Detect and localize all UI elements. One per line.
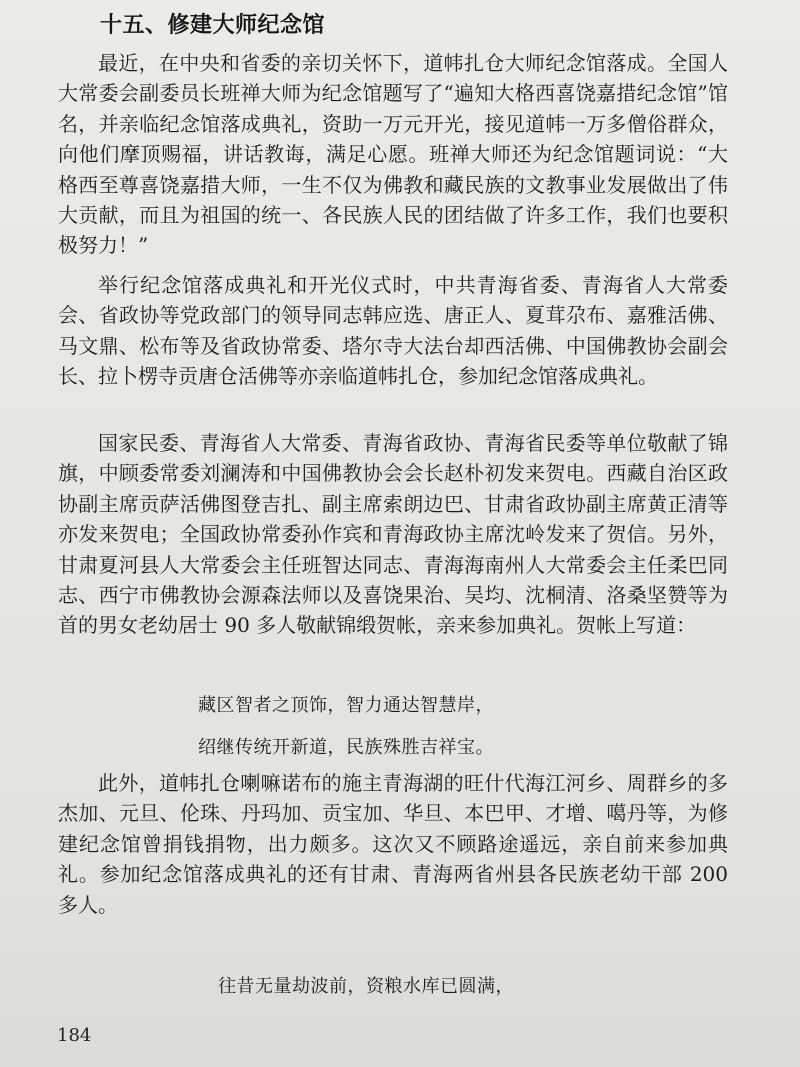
paragraph-ceremony-attendees: 举行纪念馆落成典礼和开光仪式时，中共青海省委、青海省人大常委会、省政协等党政部门的领导同志韩应选、唐正人、夏茸尕布、嘉雅活佛、马文鼎、松布等及省政协常委、塔尔寺大法台却西活佛、中国佛教协会副会长、拉卜楞寺贡唐仓活佛等亦亲临道帏扎仓，参加纪念馆落成典礼。: [58, 273, 728, 389]
paragraph-memorial-completion: 最近，在中央和省委的亲切关怀下，道帏扎仓大师纪念馆落成。全国人大常委会副委员长班禅大师为纪念馆题写了“遍知大格西喜饶嘉措纪念馆”馆名，并亲临纪念馆落成典礼，资助一万元开光，接见道帏一万多僧俗群众，向他们摩顶赐福，讲话教诲，满足心愿。班禅大师还为纪念馆题词说：“大格西至尊喜饶嘉措大师，一生不仅为佛教和藏民族的文教事业发展做出了伟大贡献，而且为祖国的统一、各民族人民的团结做了许多工作，我们也要积极努力！”: [58, 51, 728, 258]
paragraph-congratulations: 国家民委、青海省人大常委、青海省政协、青海省民委等单位敬献了锦旗，中顾委常委刘澜涛和中国佛教协会会长赵朴初发来贺电。西藏自治区政协副主席贡萨活佛图登吉扎、副主席索朗边巴、甘肃省政协副主席黄正清等亦发来贺电；全国政协常委孙作宾和青海政协主席沈岭发来了贺信。另外，甘肃夏河县人大常委会主任班智达同志、青海海南州人大常委会主任柔巴同志、西宁市佛教协会源森法师以及喜饶果治、吴均、沈桐清、洛桑坚赞等为首的男女老幼居士 90 多人敬献锦缎贺帐，亲来参加典礼。贺帐上写道：: [58, 431, 728, 638]
verse-line-3: 往昔无量劫波前，资粮水库已圆满，: [218, 976, 514, 997]
paragraph-donors: 此外，道帏扎仓喇嘛诺布的施主青海湖的旺什代海江河乡、周群乡的多杰加、元旦、伦珠、丹玛加、贡宝加、华旦、本巴甲、才增、噶丹等，为修建纪念馆曾捐钱捐物，出力颇多。这次又不顾路途遥远，亲自前来参加典礼。参加纪念馆落成典礼的还有甘肃、青海两省州县各民族老幼干部 200 多人。: [58, 771, 728, 917]
verse-line-1: 藏区智者之顶饰，智力通达智慧岸，: [198, 695, 494, 716]
verse-line-2: 绍继传统开新道，民族殊胜吉祥宝。: [198, 737, 494, 758]
section-heading: 十五、修建大师纪念馆: [100, 13, 326, 38]
page-number: 184: [57, 1025, 92, 1046]
